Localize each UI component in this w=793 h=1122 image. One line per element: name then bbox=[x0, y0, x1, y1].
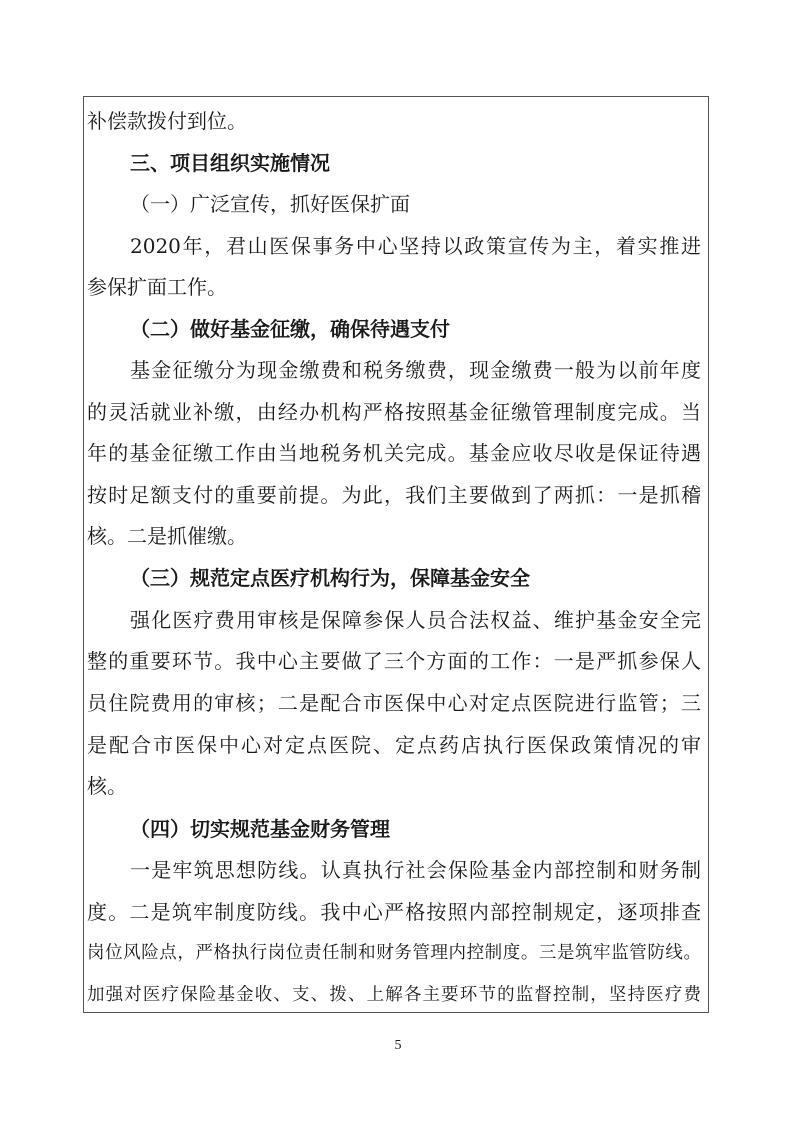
paragraph-line: 度。二是筑牢制度防线。我中心严格按照内部控制规定，逐项排查 bbox=[87, 900, 701, 924]
paragraph-line: 核。 bbox=[87, 774, 127, 798]
subsection-heading: （四）切实规范基金财务管理 bbox=[130, 817, 390, 841]
paragraph-line: 整的重要环节。我中心主要做了三个方面的工作：一是严抓参保人 bbox=[87, 649, 701, 673]
paragraph-line: 是配合市医保中心对定点医院、定点药店执行医保政策情况的审 bbox=[87, 733, 701, 757]
paragraph-line: 加强对医疗保险基金收、支、拨、上解各主要环节的监督控制，坚持医疗费 bbox=[87, 985, 701, 1005]
paragraph-line: 一是牢筑思想防线。认真执行社会保险基金内部控制和财务制 bbox=[130, 858, 701, 882]
subsection-heading: （一）广泛宣传，抓好医保扩面 bbox=[130, 192, 410, 216]
paragraph-line: 员住院费用的审核；二是配合市医保中心对定点医院进行监管；三 bbox=[87, 691, 701, 715]
subsection-heading: （三）规范定点医疗机构行为，保障基金安全 bbox=[130, 566, 530, 590]
subsection-heading: （二）做好基金征缴，确保待遇支付 bbox=[130, 317, 450, 341]
section-heading: 三、项目组织实施情况 bbox=[130, 151, 330, 175]
paragraph-line: 年的基金征缴工作由当地税务机关完成。基金应收尽收是保证待遇 bbox=[87, 441, 701, 465]
paragraph-line: 2020年，君山医保事务中心坚持以政策宣传为主，着实推进 bbox=[130, 234, 701, 258]
paragraph-line: 强化医疗费用审核是保障参保人员合法权益、维护基金安全完 bbox=[130, 608, 701, 632]
paragraph-line: 核。二是抓催缴。 bbox=[87, 524, 247, 548]
paragraph-line: 基金征缴分为现金缴费和税务缴费，现金缴费一般为以前年度 bbox=[130, 358, 701, 382]
paragraph-line: 岗位风险点，严格执行岗位责任制和财务管理内控制度。三是筑牢监管防线。 bbox=[87, 943, 701, 963]
page-number: 5 bbox=[394, 1038, 402, 1053]
paragraph-line: 的灵活就业补缴，由经办机构严格按照基金征缴管理制度完成。当 bbox=[87, 400, 701, 424]
paragraph-line: 补偿款拨付到位。 bbox=[87, 109, 247, 133]
paragraph-line: 参保扩面工作。 bbox=[87, 275, 227, 299]
paragraph-line: 按时足额支付的重要前提。为此，我们主要做到了两抓：一是抓稽 bbox=[87, 483, 701, 507]
